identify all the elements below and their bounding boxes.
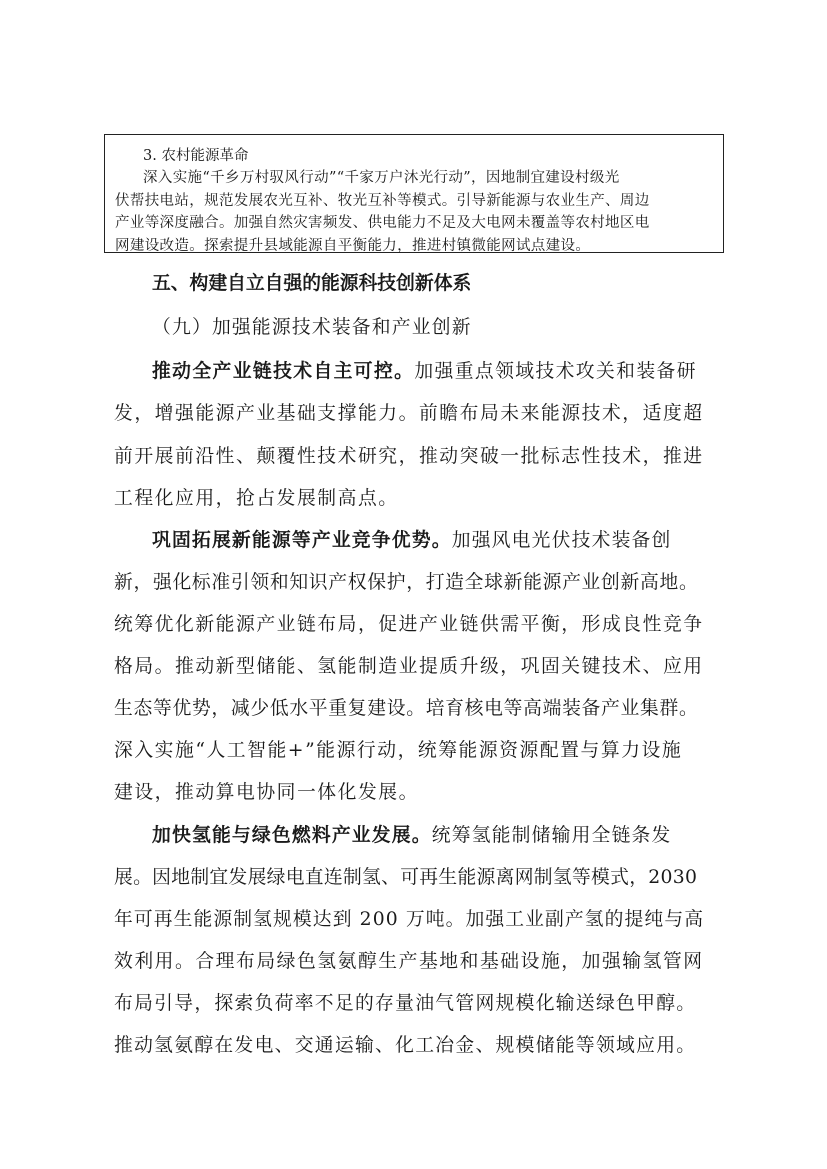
- paragraph-line: 深入实施“人工智能+”能源行动，统筹能源资源配置与算力设施: [114, 740, 683, 761]
- paragraph-lead: 推动全产业链技术自主可控。: [152, 361, 415, 382]
- paragraph-line: 建设，推动算电协同一体化发展。: [114, 782, 419, 803]
- box-line: 深入实施“千乡万村驭风行动”“千家万户沐光行动”，因地制宜建设村级光: [143, 170, 620, 186]
- paragraph-line: 发，增强能源产业基础支撑能力。前瞻布局未来能源技术，适度超: [114, 403, 704, 424]
- paragraph-lead: 加快氢能与绿色燃料产业发展。: [152, 825, 432, 846]
- paragraph-line: 统筹优化新能源产业链布局，促进产业链供需平衡，形成良性竞争: [114, 614, 704, 635]
- rural-energy-box: [104, 134, 724, 253]
- paragraph-line: 生态等优势，减少低水平重复建设。培育核电等高端装备产业集群。: [114, 698, 699, 719]
- paragraph-line: 格局。推动新型储能、氢能制造业提质升级，巩固关键技术、应用: [114, 656, 704, 677]
- box-line: 网建设改造。探索提升县域能源自平衡能力，推进村镇微能网试点建设。: [115, 237, 591, 254]
- paragraph-line: 巩固拓展新能源等产业竞争优势。加强风电光伏技术装备创: [152, 530, 672, 551]
- paragraph-line: 推动氢氨醇在发电、交通运输、化工冶金、规模储能等领域应用。: [114, 1035, 697, 1056]
- section-title: 五、构建自立自强的能源科技创新体系: [152, 273, 472, 294]
- subsection-title: （九）加强能源技术装备和产业创新: [152, 317, 472, 338]
- paragraph-line: 工程化应用，抢占发展制高点。: [114, 488, 399, 509]
- paragraph-line: 年可再生能源制氢规模达到 200 万吨。加强工业副产氢的提纯与高: [114, 909, 705, 930]
- paragraph-line: 加快氢能与绿色燃料产业发展。统筹氢能制储输用全链条发: [152, 825, 672, 846]
- paragraph-lead: 巩固拓展新能源等产业竞争优势。: [152, 530, 452, 551]
- paragraph-line: 布局引导，探索负荷率不足的存量油气管网规模化输送绿色甲醇。: [114, 993, 697, 1014]
- paragraph-line: 新，强化标准引领和知识产权保护，打造全球新能源产业创新高地。: [114, 572, 699, 593]
- box-line: 产业等深度融合。加强自然灾害频发、供电能力不足及大电网未覆盖等农村地区电: [115, 215, 650, 231]
- box-line: 伏帮扶电站，规范发展农光互补、牧光互补等模式。引导新能源与农业生产、周边: [115, 192, 650, 209]
- paragraph-line: 效利用。合理布局绿色氢氨醇生产基地和基础设施，加强输氢管网: [114, 951, 704, 972]
- paragraph-line: 展。因地制宜发展绿电直连制氢、可再生能源离网制氢等模式，2030: [114, 867, 698, 888]
- paragraph-line: 推动全产业链技术自主可控。加强重点领域技术攻关和装备研: [152, 361, 697, 382]
- box-title: 3. 农村能源革命: [143, 148, 249, 164]
- paragraph-line: 前开展前沿性、颠覆性技术研究，推动突破一批标志性技术，推进: [114, 446, 704, 467]
